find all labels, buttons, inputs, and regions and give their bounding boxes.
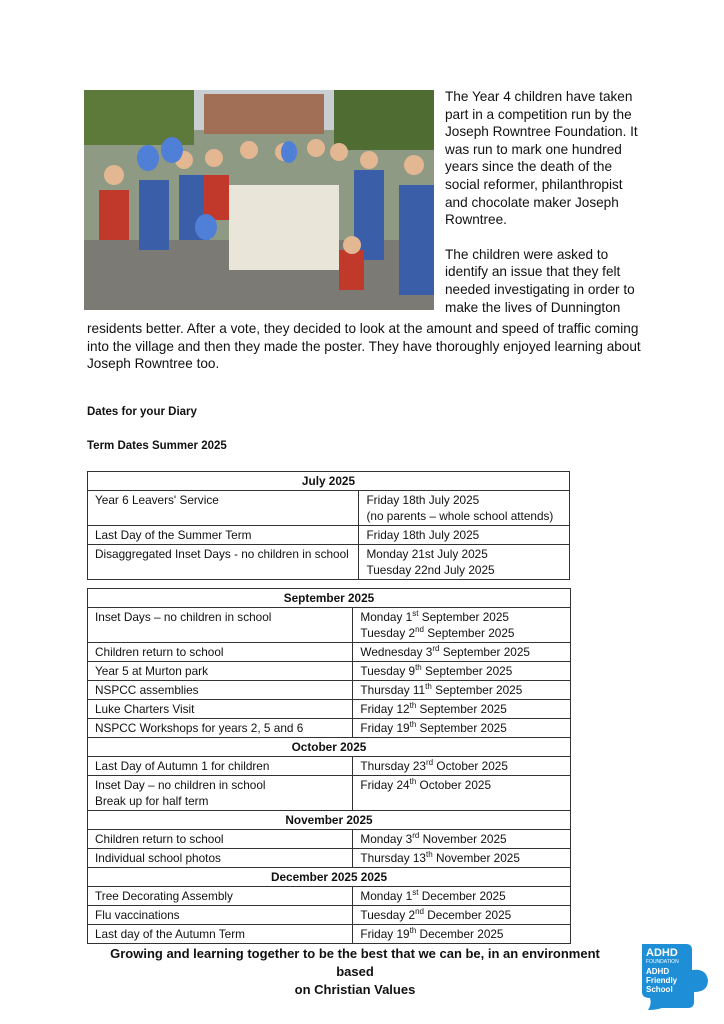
event-cell: Last Day of Autumn 1 for children — [88, 757, 353, 776]
date-cell — [359, 545, 570, 580]
table-row — [88, 849, 571, 868]
date-cell: Wednesday 3rd September 2025 — [353, 643, 571, 662]
date-cell: Monday 1st December 2025 — [353, 887, 571, 906]
date-cell: Friday 19th September 2025 — [353, 719, 571, 738]
date-cell: Tuesday 9th September 2025 — [353, 662, 571, 681]
date-cell: Friday 12th September 2025 — [353, 700, 571, 719]
event-cell: NSPCC assemblies — [88, 681, 353, 700]
event-line: Break up for half term — [95, 794, 209, 808]
table-row — [88, 545, 570, 580]
autumn-table — [87, 588, 571, 944]
month-header-september: September 2025 — [88, 589, 571, 608]
date-line: Monday 21st July 2025 — [366, 547, 488, 561]
event-cell — [88, 776, 353, 811]
adhd-friendly-school-logo — [636, 940, 710, 1012]
month-header-july: July 2025 — [88, 472, 570, 491]
july-table — [87, 471, 570, 580]
event-cell: Children return to school — [88, 643, 353, 662]
table-row — [88, 757, 571, 776]
table-row — [88, 906, 571, 925]
date-cell: Thursday 11th September 2025 — [353, 681, 571, 700]
table-row — [88, 776, 571, 811]
month-header-october: October 2025 — [88, 738, 571, 757]
intro-para-2-line-2: identify an issue that they felt — [445, 264, 621, 280]
date-cell: Thursday 13th November 2025 — [353, 849, 571, 868]
intro-para-2-line-3: needed investigating in order to — [445, 281, 635, 297]
table-row — [88, 700, 571, 719]
event-cell: Disaggregated Inset Days - no children in school — [88, 545, 359, 580]
date-cell: Thursday 23rd October 2025 — [353, 757, 571, 776]
diary-heading: Dates for your Diary — [87, 406, 197, 418]
month-header-november: November 2025 — [88, 811, 571, 830]
table-row — [88, 887, 571, 906]
event-line: Inset Day – no children in school — [95, 778, 266, 792]
intro-para-2-line-1: The children were asked to — [445, 246, 609, 262]
class-photo — [84, 90, 434, 310]
event-cell: Year 6 Leavers' Service — [88, 491, 359, 526]
term-heading: Term Dates Summer 2025 — [87, 440, 227, 452]
date-line: Monday 1st September 2025 — [360, 609, 509, 624]
event-cell: Inset Days – no children in school — [88, 608, 353, 643]
month-header-december: December 2025 2025 — [88, 868, 571, 887]
event-cell: Last day of the Autumn Term — [88, 925, 353, 944]
date-cell: Monday 3rd November 2025 — [353, 830, 571, 849]
date-line: Tuesday 2nd September 2025 — [360, 625, 515, 640]
date-line: Tuesday 22nd July 2025 — [366, 563, 495, 577]
intro-para-2-cont: residents better. After a vote, they decided to look at the amount and speed of traffic coming into the village and then they made the poster. They have thoroughly enjoyed learning about Joseph Rowntree too. — [87, 321, 641, 372]
event-cell: Children return to school — [88, 830, 353, 849]
logo-text-3: School — [646, 985, 673, 994]
logo-foundation: FOUNDATION — [646, 959, 679, 965]
table-row — [88, 643, 571, 662]
intro-para-2-line-4: make the lives of Dunnington — [445, 299, 621, 315]
event-cell: Luke Charters Visit — [88, 700, 353, 719]
table-row — [88, 830, 571, 849]
date-cell — [353, 608, 571, 643]
logo-adhd-title: ADHD — [646, 947, 678, 959]
event-cell: Last Day of the Summer Term — [88, 526, 359, 545]
event-cell: Flu vaccinations — [88, 906, 353, 925]
intro-para-2 — [445, 246, 645, 316]
date-note: (no parents – whole school attends) — [366, 509, 554, 523]
table-row — [88, 719, 571, 738]
date-cell: Tuesday 2nd December 2025 — [353, 906, 571, 925]
event-cell: Individual school photos — [88, 849, 353, 868]
table-row — [88, 662, 571, 681]
date-line: Friday 18th July 2025 — [366, 493, 480, 507]
intro-text — [445, 88, 645, 316]
school-motto — [90, 945, 620, 999]
event-cell: Year 5 at Murton park — [88, 662, 353, 681]
table-row — [88, 608, 571, 643]
logo-text-1: ADHD — [646, 967, 670, 976]
intro-para-1: The Year 4 children have taken part in a competition run by the Joseph Rowntree Foundation. It was run to mark one hundred years since the death of the social reformer, philanthropist and chocolate maker Joseph Rowntree. — [445, 89, 638, 228]
date-cell: Friday 24th October 2025 — [353, 776, 571, 811]
date-cell — [359, 491, 570, 526]
table-row — [88, 925, 571, 944]
motto-line-1: Growing and learning together to be the best that we can be, in an environment based — [110, 946, 600, 979]
date-cell: Friday 18th July 2025 — [359, 526, 570, 545]
event-cell: Tree Decorating Assembly — [88, 887, 353, 906]
table-row — [88, 681, 571, 700]
motto-line-2: on Christian Values — [294, 982, 416, 997]
table-row — [88, 526, 570, 545]
intro-continuation — [87, 320, 647, 373]
event-cell: NSPCC Workshops for years 2, 5 and 6 — [88, 719, 353, 738]
table-row — [88, 491, 570, 526]
logo-text-2: Friendly — [646, 976, 678, 985]
date-cell: Friday 19th December 2025 — [353, 925, 571, 944]
